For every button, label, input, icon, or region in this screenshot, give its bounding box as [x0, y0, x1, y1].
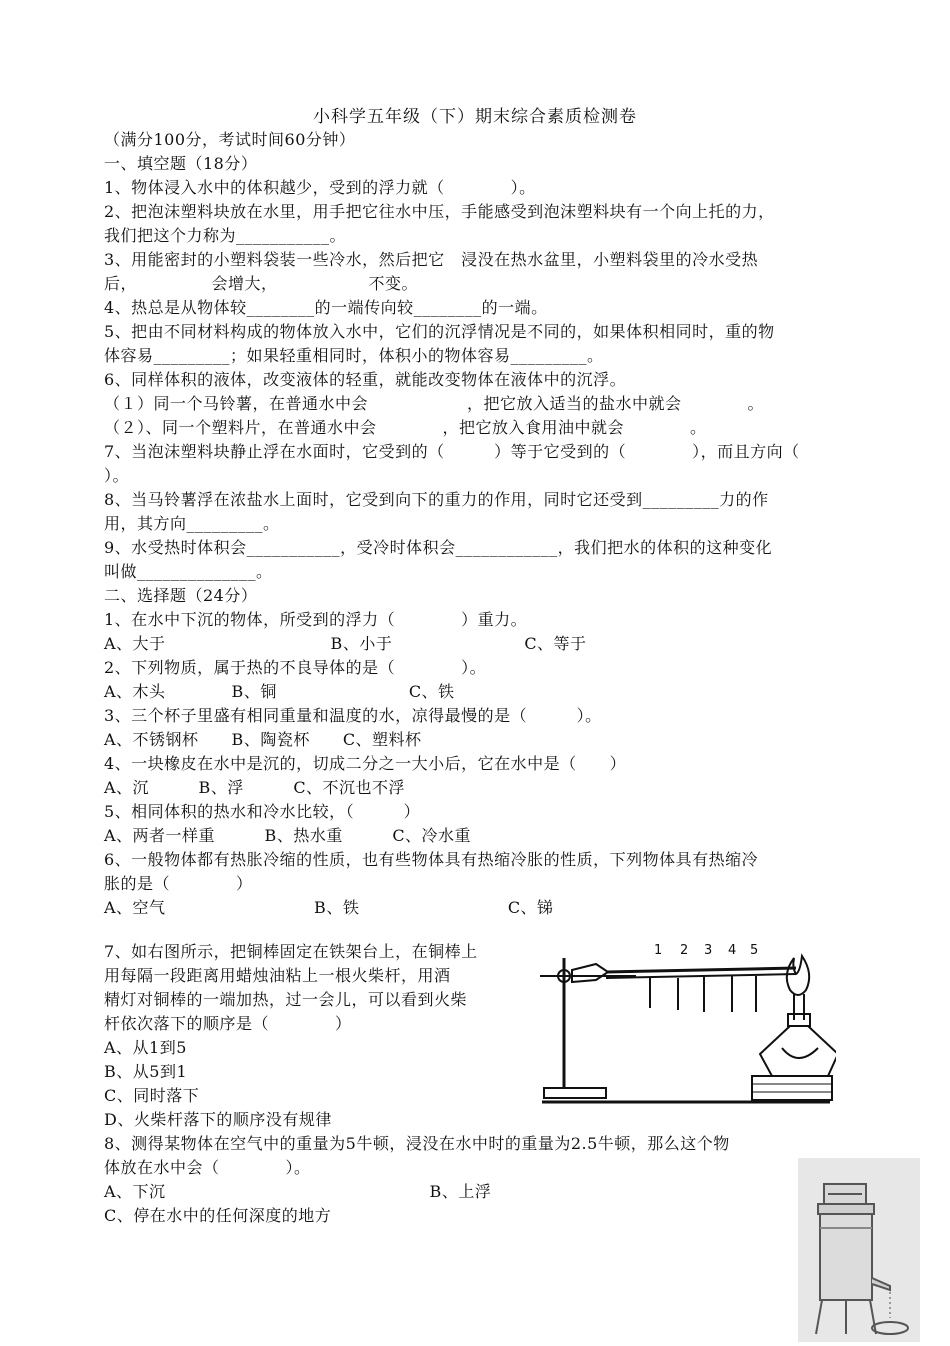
question-text: 用，其方向_________。 — [104, 514, 280, 533]
question-text: 后， 会增大， 不变。 — [104, 274, 419, 293]
question-text: 1、在水中下沉的物体，所受到的浮力（ ）重力。 — [104, 610, 528, 629]
question-text: （２）、同一个塑料片，在普通水中会 ，把它放入食用油中就会 。 — [104, 418, 707, 437]
question-text: 叫做______________。 — [104, 562, 273, 581]
question-text: 3、三个杯子里盛有相同重量和温度的水，凉得最慢的是（ ）。 — [104, 706, 602, 725]
answer-option: D、火柴杆落下的顺序没有规律 — [104, 1110, 332, 1129]
question-text: 2、下列物质，属于热的不良导体的是（ ）。 — [104, 658, 487, 677]
question-text: （１）同一个马铃薯，在普通水中会 ，把它放入适当的盐水中就会 。 — [104, 394, 765, 413]
question-text: ）。 — [104, 466, 130, 485]
question-text: 8、当马铃薯浮在浓盐水上面时，它受到向下的重力的作用，同时它还受到_________力的作 — [104, 490, 769, 509]
question-text: 杆依次落下的顺序是（ ） — [104, 1014, 352, 1033]
question-text: 4、一块橡皮在水中是沉的，切成二分之一大小后，它在水中是（ ） — [104, 754, 627, 773]
answer-options: A、大于 B、小于 C、等于 — [104, 634, 587, 653]
question-text: 用每隔一段距离用蜡烛油粘上一根火柴杆，用酒 — [104, 966, 451, 985]
question-text: 胀的是（ ） — [104, 874, 253, 893]
question-text: 3、用能密封的小塑料袋装一些冷水，然后把它 浸没在热水盆里，小塑料袋里的冷水受热 — [104, 250, 759, 269]
section-heading: 二、选择题（24分） — [104, 586, 258, 605]
answer-options: A、两者一样重 B、热水重 C、冷水重 — [104, 826, 472, 845]
exam-info: （满分100分，考试时间60分钟） — [104, 130, 356, 149]
container-photo — [798, 1158, 920, 1342]
question-text: 6、一般物体都有热胀冷缩的性质，也有些物体具有热缩冷胀的性质，下列物体具有热缩冷 — [104, 850, 759, 869]
overflow-can-image — [798, 1158, 920, 1342]
question-text: 2、把泡沫塑料块放在水里，用手把它往水中压，手能感受到泡沫塑料块有一个向上托的力， — [104, 202, 775, 221]
answer-option: B、从5到1 — [104, 1062, 188, 1081]
question-text: 8、测得某物体在空气中的重量为5牛顿，浸没在水中时的重量为2.5牛顿，那么这个物 — [104, 1134, 730, 1153]
answer-options: A、空气 B、铁 C、锑 — [104, 898, 554, 917]
answer-option: C、同时落下 — [104, 1086, 200, 1105]
page-title: 小科学五年级（下）期末综合素质检测卷 — [313, 107, 637, 127]
question-text: 7、如右图所示，把铜棒固定在铁架台上，在铜棒上 — [104, 942, 478, 961]
figure-label-1: 1 — [654, 943, 663, 958]
question-text: 4、热总是从物体较________的一端传向较________的一端。 — [104, 298, 548, 317]
question-text: 5、把由不同材料构成的物体放入水中，它们的沉浮情况是不同的，如果体积相同时，重的物 — [104, 322, 775, 341]
figure-label-2: 2 — [680, 943, 689, 958]
question-text: 我们把这个力称为___________。 — [104, 226, 347, 245]
answer-options: A、木头 B、铜 C、铁 — [104, 682, 455, 701]
answer-options: A、沉 B、浮 C、不沉也不浮 — [104, 778, 406, 797]
answer-option: C、停在水中的任何深度的地方 — [104, 1206, 332, 1225]
question-text: 精灯对铜棒的一端加热，过一会儿，可以看到火柴 — [104, 990, 468, 1009]
answer-options: A、下沉 B、上浮 — [104, 1182, 492, 1201]
question-text: 7、当泡沫塑料块静止浮在水面时，它受到的（ ）等于它受到的（ ），而且方向（ — [104, 442, 800, 461]
figure-label-3: 3 — [704, 943, 713, 958]
question-text: 1、物体浸入水中的体积越少，受到的浮力就（ ）。 — [104, 178, 536, 197]
section-heading: 一、填空题（18分） — [104, 154, 258, 173]
question-text: 6、同样体积的液体，改变液体的轻重，就能改变物体在液体中的沉浮。 — [104, 370, 627, 389]
figure-label-4: 4 — [728, 943, 737, 958]
question-text: 5、相同体积的热水和冷水比较，（ ） — [104, 802, 421, 821]
answer-option: A、从1到5 — [104, 1038, 187, 1057]
question-text: 9、水受热时体积会___________，受冷时体积会____________，我们把水的体积的这种变化 — [104, 538, 773, 557]
figure-label-5: 5 — [750, 943, 759, 958]
answer-options: A、不锈钢杯 B、陶瓷杯 C、塑料杯 — [104, 730, 422, 749]
copper-rod-apparatus-figure — [536, 928, 836, 1108]
question-text: 体放在水中会（ ）。 — [104, 1158, 311, 1177]
question-text: 体容易_________；如果轻重相同时，体积小的物体容易_________。 — [104, 346, 604, 365]
